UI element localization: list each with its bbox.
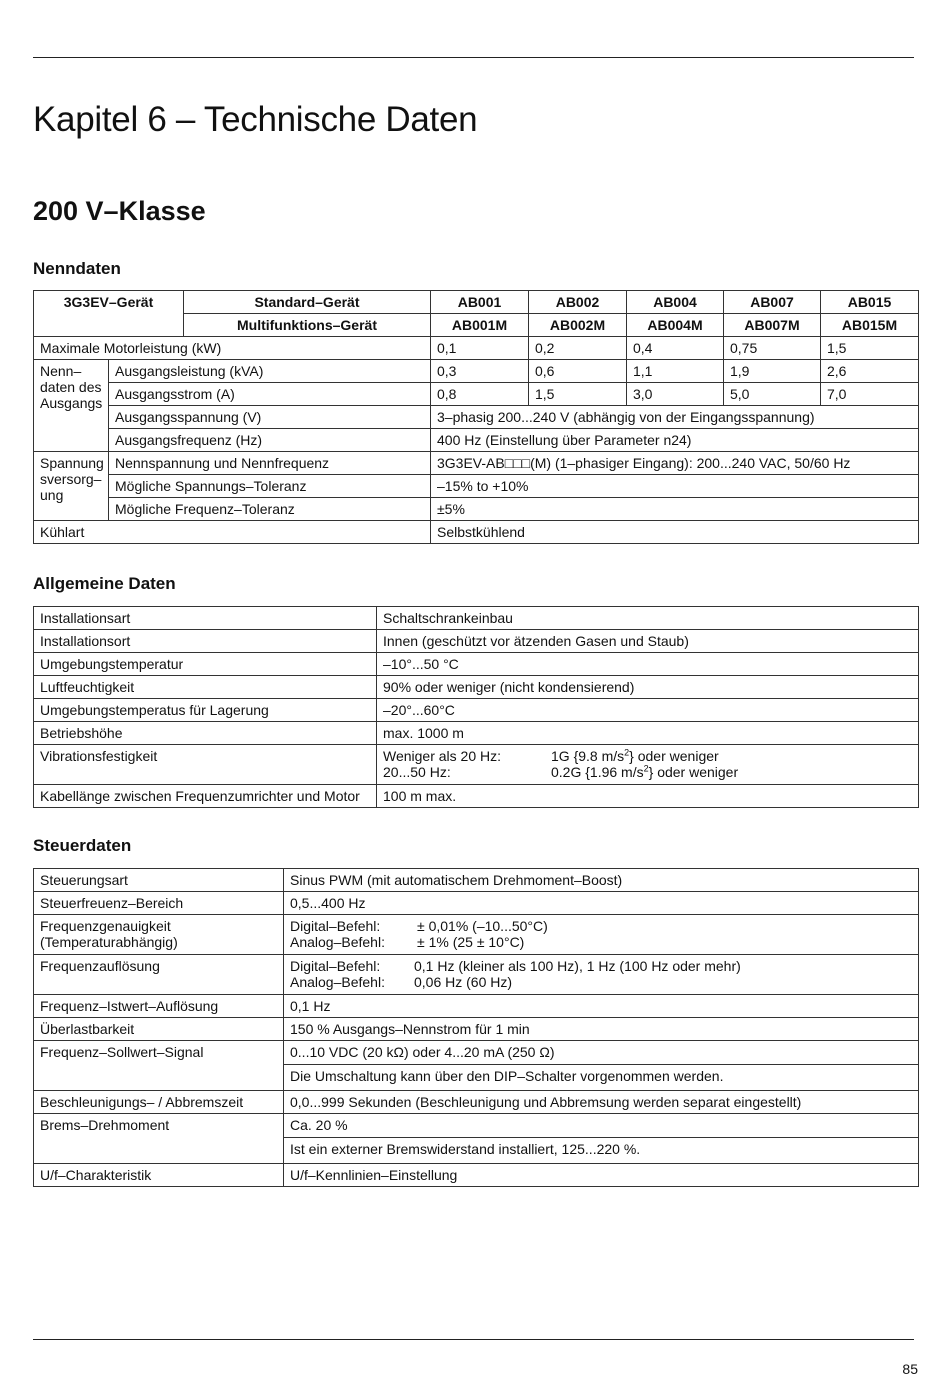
value-cell: 2,6: [821, 360, 919, 383]
value-cell: 1,5: [821, 337, 919, 360]
table-row: [34, 498, 919, 521]
resolution-key: Digital–Befehl:: [290, 958, 381, 974]
table-row: [34, 892, 919, 915]
output-voltage-label: Ausgangsspannung (V): [109, 406, 431, 429]
vibration-spec-text: 0.2G {1.96 m/s: [551, 764, 644, 780]
vibration-line: [383, 764, 912, 780]
row-label: Betriebshöhe: [34, 722, 377, 745]
accuracy-line: [290, 918, 912, 934]
supply-voltage-tol-value: –15% to +10%: [431, 475, 919, 498]
table-row: [34, 653, 919, 676]
steuer-title: Steuerdaten: [33, 836, 132, 855]
superscript: 2: [643, 763, 649, 774]
value-cell: 0,6: [529, 360, 627, 383]
table-row: [34, 1041, 919, 1091]
resolution-val: 0,06 Hz (60 Hz): [414, 974, 513, 990]
row-label: Umgebungstemperatus für Lagerung: [34, 699, 377, 722]
value-cell: 0,4: [627, 337, 724, 360]
vibration-value: [377, 745, 919, 785]
model-cell: AB007M: [724, 314, 821, 337]
resolution-key: Analog–Befehl:: [290, 974, 385, 990]
accuracy-label-line: (Temperaturabhängig): [40, 934, 178, 950]
vibration-range: 20...50 Hz:: [383, 764, 451, 780]
supply-nominal-value: 3G3EV-AB□□□(M) (1–phasiger Eingang): 200...240 VAC, 50/60 Hz: [431, 452, 919, 475]
accel-value: 0,0...999 Sekunden (Beschleunigung und Abbremsung werden separat eingestellt): [284, 1091, 919, 1114]
vibration-spec-text: } oder weniger: [648, 764, 739, 780]
model-cell: AB004: [627, 291, 724, 314]
vibration-line: [383, 748, 912, 764]
table-row: [34, 915, 919, 955]
setpoint-note: Die Umschaltung kann über den DIP–Schalter vorgenommen werden.: [284, 1064, 918, 1087]
resolution-value: [284, 955, 919, 995]
table-row: [34, 360, 919, 383]
table-row: [34, 452, 919, 475]
vibration-spec: [551, 764, 738, 780]
cooling-label: Kühlart: [34, 521, 431, 544]
supply-group-label: Spannung sversorg– ung: [34, 452, 109, 521]
page-number: 85: [902, 1361, 918, 1377]
output-freq-label: Ausgangsfrequenz (Hz): [109, 429, 431, 452]
steuer-table: [33, 868, 919, 1187]
table-row: [34, 995, 919, 1018]
brake-line: Ca. 20 %: [290, 1117, 348, 1133]
output-current-label: Ausgangsstrom (A): [109, 383, 431, 406]
superscript: 2: [624, 747, 630, 758]
bottom-rule: [33, 1339, 914, 1340]
resolution-line: [290, 958, 912, 974]
allgemein-table: [33, 606, 919, 808]
table-row: [34, 722, 919, 745]
output-freq-value: 400 Hz (Einstellung über Parameter n24): [431, 429, 919, 452]
overload-label: Überlastbarkeit: [34, 1018, 284, 1041]
table-row: [34, 475, 919, 498]
model-cell: AB015M: [821, 314, 919, 337]
model-cell: AB015: [821, 291, 919, 314]
control-label: Steuerungsart: [34, 869, 284, 892]
chapter-title: Kapitel 6 – Technische Daten: [33, 100, 478, 139]
supply-freq-tol-value: ±5%: [431, 498, 919, 521]
table-row: [34, 955, 919, 995]
vibration-spec-text: 1G {9.8 m/s: [551, 748, 625, 764]
table-row: [34, 1114, 919, 1164]
row-label: Installationsort: [34, 630, 377, 653]
class-title: 200 V–Klasse: [33, 196, 206, 226]
supply-nominal-label: Nennspannung und Nennfrequenz: [109, 452, 431, 475]
row-value: –20°...60°C: [377, 699, 919, 722]
accuracy-val: ± 1% (25 ± 10°C): [417, 934, 525, 950]
value-cell: 1,1: [627, 360, 724, 383]
row-value: 90% oder weniger (nicht kondensierend): [377, 676, 919, 699]
row-value: Innen (geschützt vor ätzenden Gasen und Staub): [377, 630, 919, 653]
accuracy-key: Digital–Befehl:: [290, 918, 381, 934]
brake-label: Brems–Drehmoment: [34, 1114, 284, 1164]
model-cell: AB002M: [529, 314, 627, 337]
value-cell: 7,0: [821, 383, 919, 406]
setpoint-value: [284, 1041, 919, 1091]
table-row: [34, 337, 919, 360]
vibration-spec-text: } oder weniger: [629, 748, 719, 764]
table-row: [34, 630, 919, 653]
device-label: 3G3EV–Gerät: [34, 291, 184, 337]
table-row: [34, 521, 919, 544]
table-row: [34, 291, 919, 314]
accuracy-value: [284, 915, 919, 955]
table-row: [34, 1018, 919, 1041]
resolution-label: Frequenzauflösung: [34, 955, 284, 995]
actual-res-label: Frequenz–Istwert–Auflösung: [34, 995, 284, 1018]
accel-label: Beschleunigungs– / Abbremszeit: [34, 1091, 284, 1114]
resolution-line: [290, 974, 912, 990]
value-cell: 5,0: [724, 383, 821, 406]
vf-value: U/f–Kennlinien–Einstellung: [284, 1164, 919, 1187]
value-cell: 0,2: [529, 337, 627, 360]
row-label: Umgebungstemperatur: [34, 653, 377, 676]
nenndaten-table: [33, 290, 919, 544]
brake-note: Ist ein externer Bremswiderstand installiert, 125...220 %.: [284, 1137, 918, 1160]
table-row: [34, 785, 919, 808]
vibration-label: Vibrationsfestigkeit: [34, 745, 377, 785]
value-cell: 0,75: [724, 337, 821, 360]
standard-label: Standard–Gerät: [184, 291, 431, 314]
value-cell: 0,8: [431, 383, 529, 406]
accuracy-label: [34, 915, 284, 955]
supply-voltage-tol-label: Mögliche Spannungs–Toleranz: [109, 475, 431, 498]
row-label: Luftfeuchtigkeit: [34, 676, 377, 699]
value-cell: 3,0: [627, 383, 724, 406]
table-row: [34, 1091, 919, 1114]
overload-value: 150 % Ausgangs–Nennstrom für 1 min: [284, 1018, 919, 1041]
cable-value: 100 m max.: [377, 785, 919, 808]
model-cell: AB007: [724, 291, 821, 314]
control-value: Sinus PWM (mit automatischem Drehmoment–Boost): [284, 869, 919, 892]
vf-label: U/f–Charakteristik: [34, 1164, 284, 1187]
model-cell: AB001M: [431, 314, 529, 337]
row-value: –10°...50 °C: [377, 653, 919, 676]
table-row: [34, 406, 919, 429]
cable-label: Kabellänge zwischen Frequenzumrichter und Motor: [34, 785, 377, 808]
model-cell: AB004M: [627, 314, 724, 337]
row-label: Installationsart: [34, 607, 377, 630]
value-cell: 1,5: [529, 383, 627, 406]
supply-freq-tol-label: Mögliche Frequenz–Toleranz: [109, 498, 431, 521]
value-cell: 1,9: [724, 360, 821, 383]
row-value: max. 1000 m: [377, 722, 919, 745]
value-cell: 0,1: [431, 337, 529, 360]
vibration-range: Weniger als 20 Hz:: [383, 748, 502, 764]
max-motor-label: Maximale Motorleistung (kW): [34, 337, 431, 360]
top-rule: [33, 57, 914, 58]
model-cell: AB001: [431, 291, 529, 314]
accuracy-key: Analog–Befehl:: [290, 934, 385, 950]
table-row: [34, 607, 919, 630]
output-group-label: Nenn– daten des Ausgangs: [34, 360, 109, 452]
resolution-val: 0,1 Hz (kleiner als 100 Hz), 1 Hz (100 Hz oder mehr): [414, 958, 741, 974]
cooling-value: Selbstkühlend: [431, 521, 919, 544]
accuracy-line: [290, 934, 912, 950]
table-row: [34, 699, 919, 722]
accuracy-label-line: Frequenzgenauigkeit: [40, 918, 171, 934]
brake-value: [284, 1114, 919, 1164]
table-row: [34, 429, 919, 452]
vibration-spec: [551, 748, 719, 764]
multi-label: Multifunktions–Gerät: [184, 314, 431, 337]
output-voltage-value: 3–phasig 200...240 V (abhängig von der Eingangsspannung): [431, 406, 919, 429]
carrier-value: 0,5...400 Hz: [284, 892, 919, 915]
actual-res-value: 0,1 Hz: [284, 995, 919, 1018]
allgemein-title: Allgemeine Daten: [33, 574, 176, 593]
table-row: [34, 383, 919, 406]
nenndaten-title: Nenndaten: [33, 259, 121, 278]
value-cell: 0,3: [431, 360, 529, 383]
table-row: [34, 869, 919, 892]
output-power-label: Ausgangsleistung (kVA): [109, 360, 431, 383]
table-row: [34, 676, 919, 699]
model-cell: AB002: [529, 291, 627, 314]
table-row: [34, 745, 919, 785]
table-row: [34, 1164, 919, 1187]
setpoint-line: 0...10 VDC (20 kΩ) oder 4...20 mA (250 Ω): [290, 1044, 555, 1060]
row-value: Schaltschrankeinbau: [377, 607, 919, 630]
accuracy-val: ± 0,01% (–10...50°C): [417, 918, 548, 934]
setpoint-label: Frequenz–Sollwert–Signal: [34, 1041, 284, 1091]
carrier-label: Steuerfreuenz–Bereich: [34, 892, 284, 915]
